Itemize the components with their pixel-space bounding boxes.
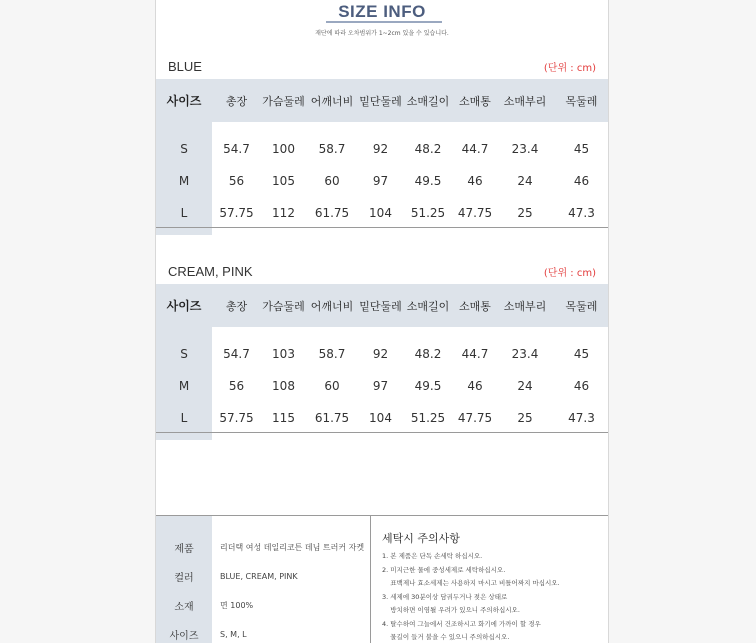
info-row-size — [156, 620, 370, 643]
table-cell: 103 — [272, 347, 295, 361]
info-divider — [370, 516, 371, 643]
unit-label-cream-pink: (단위 : cm) — [543, 268, 596, 279]
size-cell: S — [156, 133, 212, 165]
table-cell: 104 — [369, 206, 392, 220]
table-cell: 25 — [517, 411, 533, 425]
header-cell: 어깨너비 — [306, 284, 358, 327]
table-divider — [156, 432, 609, 433]
header-cell: 총장 — [212, 79, 261, 122]
table-cell: 44.7 — [461, 347, 489, 361]
info-value: 면 100% — [220, 601, 254, 610]
care-line: 2. 미지근한 물에 중성세제로 세탁하십시오. — [382, 565, 506, 574]
care-line: 물길이 들거 불을 수 있으니 주의하십시오. — [382, 633, 510, 641]
table-cell: 46 — [573, 174, 590, 188]
care-line: 표백제나 효소세제는 사용하지 마시고 비틀어짜지 마십시오. — [382, 579, 560, 587]
header-cell: 소매부리 — [497, 284, 553, 327]
table-cell: 49.5 — [414, 379, 442, 393]
size-info-sheet — [155, 0, 609, 643]
table-cell: 57.75 — [219, 206, 254, 220]
header-cell: 총장 — [212, 284, 261, 327]
table-cell: 108 — [272, 379, 295, 393]
table-cell: 57.75 — [219, 411, 254, 425]
table-cell: 56 — [228, 379, 245, 393]
table-cell: 44.7 — [461, 142, 489, 156]
unit-label-blue: (단위 : cm) — [543, 63, 596, 74]
header-cell: 목둘레 — [553, 284, 609, 327]
size-table-blue — [156, 79, 609, 235]
size-cell: M — [156, 370, 212, 402]
info-key: 사이즈 — [156, 620, 212, 643]
table-cell: 97 — [372, 174, 389, 188]
product-info-table — [156, 516, 370, 643]
table-cell: 105 — [272, 174, 295, 188]
table-cell: 48.2 — [414, 347, 442, 361]
table-cell: 61.75 — [314, 411, 350, 425]
size-table-cream-pink — [156, 284, 609, 440]
table-row — [156, 165, 609, 197]
header-cell: 소매부리 — [497, 79, 553, 122]
header-cell: 가슴둘레 — [261, 284, 306, 327]
table-cell: 25 — [517, 206, 533, 220]
size-cell: L — [156, 197, 212, 229]
table-cell: 112 — [272, 206, 295, 220]
table-cell: 24 — [517, 379, 533, 393]
table-cell: 23.4 — [511, 142, 539, 156]
table-row — [156, 402, 609, 434]
table-header-row — [156, 284, 609, 327]
info-row-product — [156, 533, 370, 562]
info-key: 컬러 — [156, 562, 212, 591]
section-label-cream-pink: CREAM, PINK — [168, 264, 253, 279]
table-cell: 60 — [324, 174, 340, 188]
table-cell: 61.75 — [314, 206, 350, 220]
table-cell: 60 — [324, 379, 340, 393]
table-cell: 45 — [573, 142, 590, 156]
table-cell: 47.3 — [568, 206, 595, 220]
table-cell: 47.3 — [568, 411, 595, 425]
header-cell: 소매통 — [453, 79, 497, 122]
table-cell: 46 — [467, 174, 483, 188]
table-cell: 48.2 — [414, 142, 442, 156]
table-cell: 46 — [573, 379, 590, 393]
table-cell: 56 — [228, 174, 245, 188]
table-cell: 45 — [573, 347, 590, 361]
care-line: 3. 세제에 30분이상 담궈두거나 젖은 상태로 — [382, 592, 508, 601]
info-row-color — [156, 562, 370, 591]
header-cell: 밑단둘레 — [358, 284, 403, 327]
table-cell: 49.5 — [414, 174, 442, 188]
info-row-material — [156, 591, 370, 620]
table-cell: 51.25 — [410, 411, 446, 425]
table-divider — [156, 227, 609, 228]
product-info-section — [156, 515, 609, 643]
header-cell: 소매길이 — [403, 79, 453, 122]
page-title: SIZE INFO — [338, 2, 426, 21]
table-cell: 23.4 — [511, 347, 539, 361]
table-cell: 104 — [369, 411, 392, 425]
info-value: 리더택 여성 데일리코튼 데님 트러커 자켓 — [220, 543, 365, 552]
care-instructions — [382, 530, 604, 643]
section-label-blue: BLUE — [168, 59, 202, 74]
table-cell: 92 — [372, 347, 389, 361]
care-line: 4. 탈수하여 그늘에서 건조하시고 화기에 가까이 할 경우 — [382, 619, 541, 628]
table-cell: 47.75 — [457, 411, 493, 425]
header-cell: 목둘레 — [553, 79, 609, 122]
info-value: BLUE, CREAM, PINK — [220, 572, 298, 581]
table-cell: 24 — [517, 174, 533, 188]
size-cell: L — [156, 402, 212, 434]
care-line: 1. 본 제품은 단독 손세탁 하십시오. — [382, 552, 483, 560]
table-cell: 51.25 — [410, 206, 446, 220]
table-cell: 46 — [467, 379, 483, 393]
header-cell: 사이즈 — [156, 284, 212, 327]
header-cell: 소매통 — [453, 284, 497, 327]
care-title: 세탁시 주의사항 — [382, 532, 460, 545]
table-cell: 58.7 — [318, 347, 346, 361]
header-cell: 밑단둘레 — [358, 79, 403, 122]
table-cell: 58.7 — [318, 142, 346, 156]
table-cell: 54.7 — [223, 142, 250, 156]
table-cell: 97 — [372, 379, 389, 393]
info-key: 소재 — [156, 591, 212, 620]
table-row — [156, 133, 609, 165]
table-row — [156, 338, 609, 370]
header-cell: 가슴둘레 — [261, 79, 306, 122]
table-cell: 100 — [272, 142, 295, 156]
info-value: S, M, L — [220, 630, 247, 639]
care-line: 방치하면 이염될 우려가 있으니 주의하십시오. — [382, 606, 520, 614]
table-header-row — [156, 79, 609, 122]
header-cell: 어깨너비 — [306, 79, 358, 122]
table-cell: 47.75 — [457, 206, 493, 220]
table-row — [156, 370, 609, 402]
size-cell: S — [156, 338, 212, 370]
header-cell: 사이즈 — [156, 79, 212, 122]
page-subtitle: 재단에 따라 오차범위가 1~2cm 있을 수 있습니다. — [315, 30, 449, 37]
size-cell: M — [156, 165, 212, 197]
table-cell: 92 — [372, 142, 389, 156]
table-row — [156, 197, 609, 229]
header-cell: 소매길이 — [403, 284, 453, 327]
table-cell: 54.7 — [223, 347, 250, 361]
info-key: 제품 — [156, 533, 212, 562]
table-cell: 115 — [272, 411, 295, 425]
title-underline — [326, 21, 442, 23]
